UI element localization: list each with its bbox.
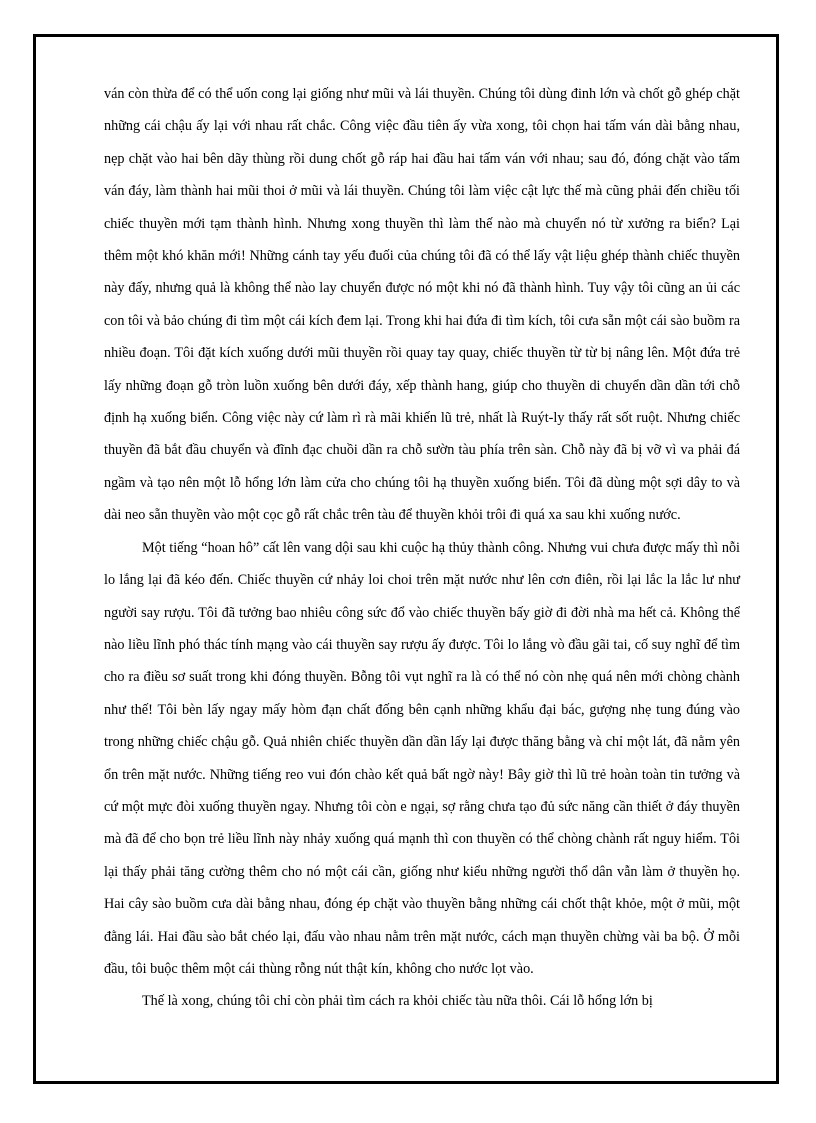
paragraph: ván còn thừa để có thể uốn cong lại giống như mũi và lái thuyền. Chúng tôi dùng đinh lớn và chốt gỗ ghép chặt những cái chậu ấy lại với nhau rất chắc. Công việc đầu tiên ấy vừa xong, tôi chọn hai tấm ván dài bằng nhau, nẹp chặt vào hai bên dãy thùng rồi dung chốt gỗ ráp hai đầu hai tấm ván với nhau; sau đó, đóng chặt vào tấm ván đáy, làm thành hai mũi thoi ở mũi và lái thuyền. Chúng tôi làm việc cật lực thế mà cũng phải đến chiều tối chiếc thuyền mới tạm thành hình. Nhưng xong thuyền thì làm thế nào mà chuyển nó từ xưởng ra biển? Lại thêm một khó khăn mới! Những cánh tay yếu đuối của chúng tôi đã có thể lấy vật liệu ghép thành chiếc thuyền này đấy, nhưng quả là không thể nào lay chuyển được nó một khi nó đã thành hình. Tuy vậy tôi cũng an ủi các con tôi và bảo chúng đi tìm một cái kích đem lại. Trong khi hai đứa đi tìm kích, tôi cưa sẵn một cái sào buồm ra nhiều đoạn. Tôi đặt kích xuống dưới mũi thuyền rồi quay tay quay, chiếc thuyền từ từ bị nâng lên. Một đứa trẻ lấy những đoạn gỗ tròn luồn xuống bên dưới đáy, xếp thành hang, giúp cho thuyền di chuyển dần dần tới chỗ định hạ xuống biển. Công việc này cứ làm rì rà mãi khiến lũ trẻ, nhất là Ruýt-ly thấy rất sốt ruột. Nhưng chiếc thuyền đã bắt đầu chuyển và đĩnh đạc chuồi dần ra chỗ sườn tàu phía trên sàn. Chỗ này đã bị vỡ vì va phải đá ngầm và tạo nên một lỗ hổng lớn làm cửa cho chúng tôi hạ thuyền xuống biển. Tôi đã dùng một sợi dây to và dài neo sẵn thuyền vào một cọc gỗ rất chắc trên tàu để thuyền khỏi trôi đi quá xa sau khi xuống nước. — [104, 86, 740, 524]
paragraph: Một tiếng “hoan hô” cất lên vang dội sau khi cuộc hạ thủy thành công. Nhưng vui chưa được mấy thì nỗi lo lắng lại đã kéo đến. Chiếc thuyền cứ nhảy loi choi trên mặt nước như lên cơn điên, rồi lại lắc la lắc lư như người say rượu. Tôi đã tưởng bao nhiêu công sức đổ vào chiếc thuyền bấy giờ đi đời nhà ma hết cả. Không thể nào liều lĩnh phó thác tính mạng vào cái thuyền say rượu ấy được. Tôi lo lắng vò đầu gãi tai, cố suy nghĩ để tìm cho ra điều sơ suất trong khi đóng thuyền. Bỗng tôi vụt nghĩ ra là có thể nó còn nhẹ quá nên mới chòng chành như thế! Tôi bèn lấy ngay mấy hòm đạn chất đống bên cạnh những khẩu đại bác, gượng nhẹ tung đúng vào trong những chiếc chậu gỗ. Quả nhiên chiếc thuyền dần dần lấy lại được thăng bằng và chỉ một lát, đã nằm yên ổn trên mặt nước. Những tiếng reo vui đón chào kết quả bất ngờ này! Bây giờ thì lũ trẻ hoàn toàn tin tưởng và cứ một mực đòi xuống thuyền ngay. Nhưng tôi còn e ngại, sợ rằng chưa tạo đủ sức năng cần thiết ở đáy thuyền mà đã để cho bọn trẻ liều lĩnh này nhảy xuống quá mạnh thì con thuyền có thể chòng chành rất nguy hiểm. Tôi lại thấy phải tăng cường thêm cho nó một cái cần, giống như kiểu những người thổ dân vẫn làm ở thuyền họ. Hai cây sào buồm cưa dài bằng nhau, đóng ép chặt vào thuyền bằng những cái chốt thật khỏe, một ở mũi, một đằng lái. Hai đầu sào bắt chéo lại, đấu vào nhau nằm trên mặt nước, cách mạn thuyền chừng vài ba bộ. Ở mỗi đầu, tôi buộc thêm một cái thùng rỗng nút thật kín, không cho nước lọt vào. — [104, 539, 740, 977]
document-body — [104, 78, 740, 1018]
paragraph: Thế là xong, chúng tôi chỉ còn phải tìm cách ra khỏi chiếc tàu nữa thôi. Cái lỗ hổng lớn bị — [142, 993, 653, 1010]
